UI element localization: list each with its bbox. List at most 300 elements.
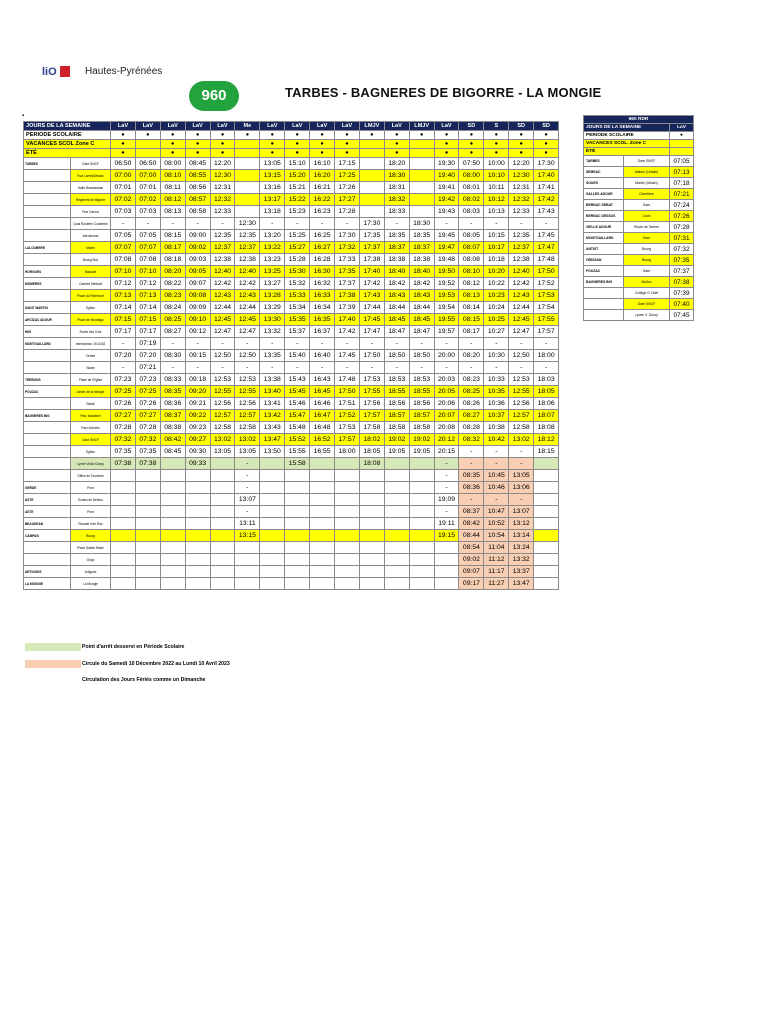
table-row — [24, 350, 559, 362]
page-marker: ▪ — [22, 113, 25, 119]
time-cell: 17:47 — [359, 326, 384, 338]
time-cell: 15:40 — [285, 350, 310, 362]
time-cell — [335, 566, 360, 578]
time-cell: 12:55 — [509, 386, 534, 398]
header-cell: ● — [534, 140, 559, 149]
header-cell: ● — [185, 131, 210, 140]
time-cell: - — [185, 218, 210, 230]
region-logo-icon — [60, 66, 70, 77]
time-cell: - — [484, 458, 509, 470]
time-cell — [210, 518, 235, 530]
time-cell: 07:20 — [135, 350, 160, 362]
header-cell: LMJV — [409, 122, 434, 131]
time-cell: 15:52 — [285, 434, 310, 446]
time-cell: 18:07 — [534, 410, 559, 422]
time-cell — [135, 494, 160, 506]
time-cell: 10:17 — [484, 242, 509, 254]
time-cell — [335, 482, 360, 494]
time-cell — [384, 506, 409, 518]
time-cell: 10:47 — [484, 506, 509, 518]
time-cell: 09:30 — [185, 446, 210, 458]
time-cell — [359, 170, 384, 182]
time-cell — [111, 578, 136, 590]
time-cell: 07:02 — [135, 194, 160, 206]
side-table-row — [584, 310, 694, 321]
time-cell: 12:33 — [210, 206, 235, 218]
time-cell: 17:57 — [335, 434, 360, 446]
time-cell — [135, 566, 160, 578]
time-cell: 08:01 — [459, 182, 484, 194]
time-cell: 13:28 — [260, 290, 285, 302]
time-cell: - — [285, 338, 310, 350]
time-cell: 17:37 — [335, 278, 360, 290]
time-cell: 10:30 — [484, 350, 509, 362]
time-cell: 07:01 — [135, 182, 160, 194]
time-cell: 12:44 — [210, 302, 235, 314]
header-cell: SD — [459, 122, 484, 131]
time-cell — [409, 458, 434, 470]
time-cell: 12:20 — [509, 158, 534, 170]
side-commune-cell — [584, 288, 624, 299]
time-cell: 08:24 — [160, 302, 185, 314]
time-cell: - — [335, 338, 360, 350]
header-label: PERIODE SCOLAIRE — [24, 131, 111, 140]
time-cell: 18:38 — [409, 254, 434, 266]
time-cell — [384, 530, 409, 542]
time-cell: 08:45 — [160, 446, 185, 458]
time-cell — [185, 482, 210, 494]
time-cell — [409, 194, 434, 206]
side-stop-cell: Mollon — [624, 277, 670, 288]
time-cell — [185, 566, 210, 578]
time-cell: - — [434, 218, 459, 230]
header-cell: ● — [285, 131, 310, 140]
time-cell — [135, 506, 160, 518]
time-cell: 17:27 — [335, 194, 360, 206]
time-cell: 13:02 — [509, 434, 534, 446]
side-table-row — [584, 233, 694, 244]
side-commune-cell — [584, 310, 624, 321]
side-stop-cell: Alstom (Urbain) — [624, 167, 670, 178]
time-cell: 13:32 — [260, 326, 285, 338]
time-cell — [384, 482, 409, 494]
time-cell — [260, 530, 285, 542]
time-cell: 12:53 — [210, 374, 235, 386]
side-table-row — [584, 200, 694, 211]
time-cell: - — [160, 218, 185, 230]
time-cell — [260, 458, 285, 470]
time-cell — [285, 482, 310, 494]
time-cell: 08:27 — [459, 410, 484, 422]
time-cell: - — [484, 218, 509, 230]
time-cell: 09:17 — [459, 578, 484, 590]
time-cell: 19:48 — [434, 254, 459, 266]
legend-holidays: Circulation des Jours Fériés comme un Dimanche — [82, 677, 206, 683]
time-cell: 11:12 — [484, 554, 509, 566]
time-cell: 17:38 — [359, 254, 384, 266]
header-cell: SD — [509, 122, 534, 131]
time-cell: 18:58 — [384, 422, 409, 434]
time-cell — [111, 518, 136, 530]
time-cell: 16:37 — [310, 326, 335, 338]
side-header-row — [584, 140, 694, 148]
time-cell — [409, 578, 434, 590]
time-cell: 12:40 — [210, 266, 235, 278]
time-cell: 07:32 — [111, 434, 136, 446]
side-time-cell: 07:35 — [670, 255, 694, 266]
time-cell: 19:52 — [434, 278, 459, 290]
time-cell: 12:50 — [509, 350, 534, 362]
time-cell: 16:52 — [310, 434, 335, 446]
time-cell — [335, 554, 360, 566]
header-cell — [409, 140, 434, 149]
time-cell: - — [210, 362, 235, 374]
time-cell: 13:15 — [260, 170, 285, 182]
time-cell — [160, 494, 185, 506]
time-cell: - — [409, 362, 434, 374]
time-cell — [384, 578, 409, 590]
time-cell — [260, 554, 285, 566]
time-cell: - — [235, 458, 260, 470]
time-cell: 17:54 — [534, 302, 559, 314]
time-cell: 13:16 — [260, 182, 285, 194]
time-cell: 15:45 — [285, 386, 310, 398]
time-cell: - — [235, 338, 260, 350]
time-cell: 18:44 — [384, 302, 409, 314]
time-cell — [534, 578, 559, 590]
time-cell: 10:12 — [484, 194, 509, 206]
time-cell: 13:14 — [509, 530, 534, 542]
time-cell — [310, 506, 335, 518]
time-cell: 10:46 — [484, 482, 509, 494]
table-row — [24, 422, 559, 434]
time-cell: 18:47 — [384, 326, 409, 338]
time-cell: 18:42 — [409, 278, 434, 290]
time-cell: 12:55 — [210, 386, 235, 398]
time-cell: 19:09 — [434, 494, 459, 506]
time-cell: 18:02 — [359, 434, 384, 446]
header-cell: ● — [260, 140, 285, 149]
time-cell: 16:34 — [310, 302, 335, 314]
header-cell: ● — [310, 140, 335, 149]
time-cell: 19:53 — [434, 290, 459, 302]
time-cell — [310, 566, 335, 578]
time-cell — [160, 458, 185, 470]
time-cell: 08:17 — [459, 326, 484, 338]
time-cell — [359, 206, 384, 218]
time-cell — [409, 554, 434, 566]
time-cell: 08:42 — [459, 518, 484, 530]
time-cell: 18:53 — [384, 374, 409, 386]
commune-cell — [24, 398, 71, 410]
side-commune-cell: POUZAC — [584, 266, 624, 277]
header-cell: ● — [160, 140, 185, 149]
time-cell: - — [185, 362, 210, 374]
time-cell — [285, 554, 310, 566]
time-cell: 18:03 — [534, 374, 559, 386]
time-cell: 10:11 — [484, 182, 509, 194]
commune-cell — [24, 542, 71, 554]
side-time-cell: 07:31 — [670, 233, 694, 244]
side-stop-cell: Gare — [624, 233, 670, 244]
time-cell: 12:30 — [210, 170, 235, 182]
time-cell — [335, 458, 360, 470]
time-cell: 08:25 — [160, 314, 185, 326]
time-cell: 09:21 — [185, 398, 210, 410]
stop-name-cell: Route des Cols — [71, 326, 111, 338]
time-cell: 15:25 — [285, 230, 310, 242]
time-cell: 12:56 — [235, 398, 260, 410]
commune-cell: MONTGAILLARD — [24, 338, 71, 350]
commune-cell — [24, 434, 71, 446]
time-cell: 08:37 — [459, 506, 484, 518]
time-cell: 07:25 — [111, 386, 136, 398]
commune-cell — [24, 170, 71, 182]
time-cell: 18:30 — [409, 218, 434, 230]
time-cell: 10:45 — [484, 470, 509, 482]
time-cell: - — [484, 338, 509, 350]
header-cell: ● — [534, 149, 559, 158]
time-cell: 16:23 — [310, 206, 335, 218]
time-cell: - — [235, 470, 260, 482]
table-row — [24, 314, 559, 326]
time-cell: - — [459, 362, 484, 374]
time-cell: 08:35 — [160, 386, 185, 398]
time-cell — [210, 542, 235, 554]
time-cell: 16:28 — [310, 254, 335, 266]
time-cell: 08:03 — [459, 206, 484, 218]
time-cell: - — [210, 338, 235, 350]
time-cell — [185, 506, 210, 518]
table-row — [24, 578, 559, 590]
table-row — [24, 158, 559, 170]
time-cell: 18:55 — [384, 386, 409, 398]
time-cell: 10:33 — [484, 374, 509, 386]
time-cell — [359, 506, 384, 518]
time-cell: 18:45 — [409, 314, 434, 326]
time-cell: 18:56 — [384, 398, 409, 410]
side-stop-cell: Croix — [624, 211, 670, 222]
time-cell: 18:30 — [384, 170, 409, 182]
time-cell: 09:15 — [185, 350, 210, 362]
header-cell: LaV — [384, 122, 409, 131]
time-cell — [534, 494, 559, 506]
time-cell: 13:42 — [260, 410, 285, 422]
time-cell: - — [434, 506, 459, 518]
time-cell: - — [434, 338, 459, 350]
time-cell: - — [484, 494, 509, 506]
time-cell — [135, 482, 160, 494]
stop-name-cell: Halle Brauhauban — [71, 182, 111, 194]
side-commune-cell: TARBES — [584, 156, 624, 167]
time-cell: 07:35 — [135, 446, 160, 458]
time-cell — [384, 458, 409, 470]
time-cell: 10:52 — [484, 518, 509, 530]
time-cell: 17:15 — [335, 158, 360, 170]
time-cell: 13:35 — [260, 350, 285, 362]
time-cell: 19:57 — [434, 326, 459, 338]
time-cell: 08:37 — [160, 410, 185, 422]
header-cell — [359, 149, 384, 158]
time-cell: 07:20 — [111, 350, 136, 362]
time-cell — [111, 566, 136, 578]
side-header-cell: ● — [670, 132, 694, 140]
time-cell: 19:02 — [409, 434, 434, 446]
time-cell: 16:33 — [310, 290, 335, 302]
time-cell: 09:18 — [185, 374, 210, 386]
time-cell — [335, 494, 360, 506]
time-cell: 15:47 — [285, 410, 310, 422]
time-cell: 16:10 — [310, 158, 335, 170]
time-cell: 09:23 — [185, 422, 210, 434]
time-cell: 13:12 — [509, 518, 534, 530]
time-cell: 17:57 — [359, 410, 384, 422]
time-cell: 07:07 — [111, 242, 136, 254]
time-cell — [260, 542, 285, 554]
line-number-badge: 960 — [189, 81, 239, 111]
header-cell — [235, 140, 260, 149]
time-cell: 15:20 — [285, 170, 310, 182]
header-cell: LaV — [260, 122, 285, 131]
time-cell: 12:31 — [210, 182, 235, 194]
time-cell — [359, 578, 384, 590]
time-cell: 12:56 — [509, 398, 534, 410]
side-stop-cell: Gare — [624, 266, 670, 277]
time-cell: 12:58 — [235, 422, 260, 434]
time-cell: 17:45 — [359, 314, 384, 326]
time-cell: 15:48 — [285, 422, 310, 434]
header-cell: ● — [210, 149, 235, 158]
time-cell: 17:50 — [534, 266, 559, 278]
time-cell: 08:35 — [459, 470, 484, 482]
time-cell: 10:37 — [484, 410, 509, 422]
time-cell: 16:30 — [310, 266, 335, 278]
time-cell: 15:35 — [285, 314, 310, 326]
commune-cell: HIIS — [24, 326, 71, 338]
header-cell: ● — [310, 131, 335, 140]
side-table-row — [584, 156, 694, 167]
time-cell: 13:30 — [260, 314, 285, 326]
side-header-cell: LaV — [670, 124, 694, 132]
time-cell — [359, 542, 384, 554]
commune-cell: ASTE — [24, 494, 71, 506]
time-cell: - — [310, 338, 335, 350]
time-cell: 17:51 — [335, 398, 360, 410]
time-cell — [534, 482, 559, 494]
stop-name-cell: Lycée Victor Duruy — [71, 458, 111, 470]
time-cell: 08:15 — [459, 314, 484, 326]
time-cell — [384, 470, 409, 482]
stop-name-cell: Place de l'Eglise — [71, 374, 111, 386]
time-cell: 17:35 — [359, 230, 384, 242]
time-cell — [210, 458, 235, 470]
time-cell: 12:45 — [509, 314, 534, 326]
side-commune-cell: ORDIZAN — [584, 255, 624, 266]
time-cell: 12:44 — [235, 302, 260, 314]
header-cell: ● — [434, 140, 459, 149]
time-cell: 12:38 — [235, 254, 260, 266]
stop-name-cell: Rue Carnot — [71, 206, 111, 218]
stop-name-cell: Artigues — [71, 566, 111, 578]
time-cell: - — [359, 362, 384, 374]
commune-cell — [24, 446, 71, 458]
time-cell: 09:07 — [185, 278, 210, 290]
side-stop-cell: Gare — [624, 200, 670, 211]
time-cell: 18:57 — [409, 410, 434, 422]
header-cell: ● — [335, 131, 360, 140]
time-cell: 19:54 — [434, 302, 459, 314]
time-cell: 08:07 — [459, 242, 484, 254]
time-cell — [384, 566, 409, 578]
side-title-row — [584, 116, 694, 124]
time-cell: 17:42 — [335, 326, 360, 338]
time-cell: 12:53 — [509, 374, 534, 386]
time-cell: 13:38 — [260, 374, 285, 386]
time-cell: 16:35 — [310, 314, 335, 326]
header-cell: SD — [534, 122, 559, 131]
time-cell: 18:35 — [409, 230, 434, 242]
time-cell: 17:40 — [359, 266, 384, 278]
table-row — [24, 518, 559, 530]
time-cell — [210, 566, 235, 578]
time-cell — [185, 470, 210, 482]
time-cell: 12:35 — [235, 230, 260, 242]
header-row — [24, 149, 559, 158]
time-cell: 13:43 — [260, 422, 285, 434]
time-cell — [285, 530, 310, 542]
table-row — [24, 194, 559, 206]
table-row — [24, 554, 559, 566]
time-cell: 12:40 — [509, 266, 534, 278]
side-table-row — [584, 299, 694, 310]
time-cell — [384, 542, 409, 554]
time-cell: - — [111, 218, 136, 230]
time-cell — [210, 470, 235, 482]
time-cell: - — [285, 218, 310, 230]
commune-cell — [24, 362, 71, 374]
time-cell: 09:27 — [185, 434, 210, 446]
stop-name-cell: Gare SNCF — [71, 158, 111, 170]
time-cell: 10:27 — [484, 326, 509, 338]
time-cell — [111, 530, 136, 542]
table-row — [24, 386, 559, 398]
time-cell: 10:23 — [484, 290, 509, 302]
legend-school: Point d'arrêt desservi en Période Scolaire — [82, 644, 185, 650]
commune-cell: CAMPAN — [24, 530, 71, 542]
side-table-row — [584, 277, 694, 288]
time-cell: 13:41 — [260, 398, 285, 410]
stop-name-cell: Parc Achichs — [71, 422, 111, 434]
time-cell: 17:42 — [359, 278, 384, 290]
time-cell — [534, 542, 559, 554]
time-cell: - — [534, 362, 559, 374]
time-cell — [310, 530, 335, 542]
time-cell: 07:38 — [111, 458, 136, 470]
time-cell: 08:13 — [160, 206, 185, 218]
commune-cell: TREBONS — [24, 374, 71, 386]
time-cell: 08:23 — [160, 290, 185, 302]
time-cell — [409, 566, 434, 578]
time-cell: 12:43 — [235, 290, 260, 302]
time-cell: 15:32 — [285, 278, 310, 290]
time-cell — [260, 470, 285, 482]
time-cell: 13:40 — [260, 386, 285, 398]
time-cell: 18:31 — [384, 182, 409, 194]
time-cell: 13:05 — [260, 158, 285, 170]
page-title: TARBES - BAGNERES DE BIGORRE - LA MONGIE — [285, 85, 602, 100]
header-cell: LMJV — [359, 122, 384, 131]
side-time-cell: 07:32 — [670, 244, 694, 255]
